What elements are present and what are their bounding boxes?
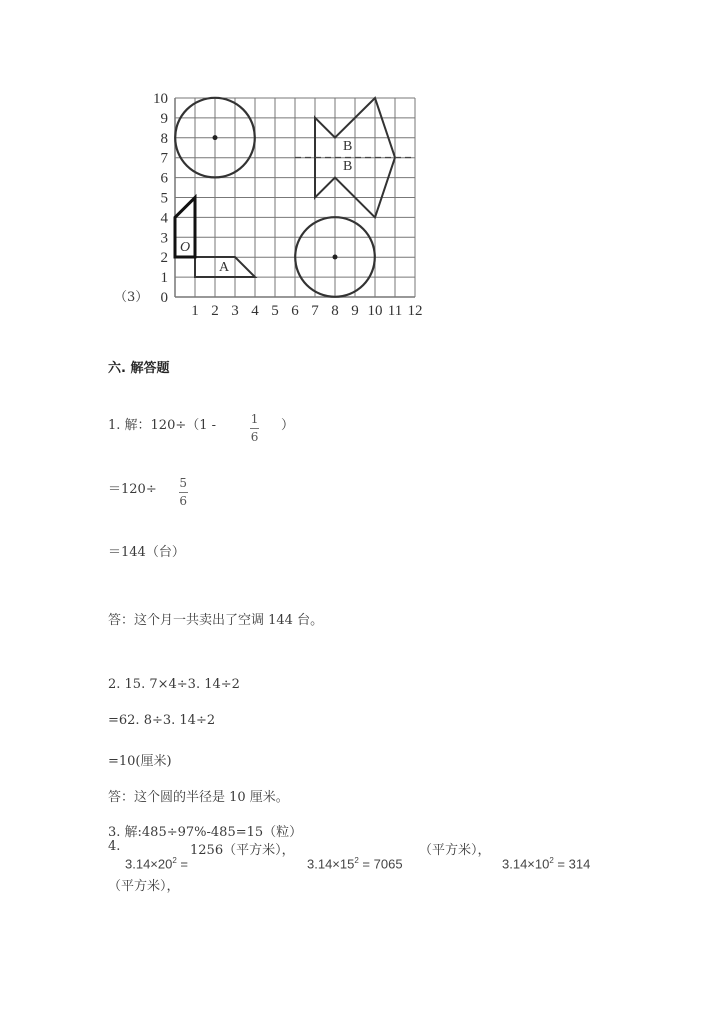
q4-result1: 1256（平方米）， xyxy=(190,843,295,858)
svg-text:10: 10 xyxy=(153,91,168,107)
svg-text:3: 3 xyxy=(160,230,168,247)
svg-text:2: 2 xyxy=(160,250,168,267)
q4-expr2: $3.14\times 15^2 = 7065$ xyxy=(307,856,403,872)
svg-text:2: 2 xyxy=(211,303,219,319)
shape-a-label: A xyxy=(219,260,230,275)
svg-text:9: 9 xyxy=(160,110,168,127)
shape-b-label-top: B xyxy=(343,139,353,154)
q4-unit3: （平方米）， xyxy=(108,879,180,894)
circle-bottom-right-center xyxy=(333,255,338,260)
svg-text:8: 8 xyxy=(331,303,339,319)
q2-answer: 答：这个圆的半径是 10 厘米。 xyxy=(108,790,289,805)
fraction-five-sixths: $\frac{5}{6}$ xyxy=(179,476,188,508)
svg-text:0: 0 xyxy=(160,290,168,306)
q1-line2 xyxy=(108,466,188,509)
point-o-label: O xyxy=(180,240,191,255)
q1-line2-prefix: ＝120÷ xyxy=(108,482,157,497)
fraction-one-sixth: $\frac{1}{6}$ xyxy=(250,412,259,444)
svg-text:11: 11 xyxy=(387,303,403,319)
svg-text:4: 4 xyxy=(160,210,168,227)
q1-line1-suffix: ） xyxy=(281,418,295,433)
svg-text:7: 7 xyxy=(311,303,319,319)
q1-line1-prefix: 1. 解：120÷（1 - xyxy=(108,418,217,433)
q3-line1: 3. 解:485÷97%-485=15（粒） xyxy=(108,825,303,840)
svg-text:3: 3 xyxy=(231,303,239,319)
svg-text:1: 1 xyxy=(160,270,168,287)
svg-text:1: 1 xyxy=(191,303,199,319)
figure-label: （3） xyxy=(114,290,149,305)
q4-expr3: $3.14\times 10^2 = 314$ xyxy=(502,856,591,872)
svg-text:12: 12 xyxy=(407,303,423,319)
shape-b-label-bottom: B xyxy=(343,159,353,174)
q4-unit2: （平方米）， xyxy=(419,843,491,858)
svg-text:7: 7 xyxy=(160,150,168,167)
q1-line3: ＝144（台） xyxy=(108,545,185,560)
svg-text:8: 8 xyxy=(160,130,168,147)
q1-line1 xyxy=(108,402,294,445)
coordinate-grid-figure xyxy=(140,88,440,323)
svg-text:6: 6 xyxy=(291,303,299,319)
q2-line1: 2. 15. 7×4÷3. 14÷2 xyxy=(108,677,240,692)
svg-text:9: 9 xyxy=(351,303,359,319)
svg-text:6: 6 xyxy=(160,170,168,187)
q2-line2: =62. 8÷3. 14÷2 xyxy=(108,713,216,728)
svg-text:4: 4 xyxy=(251,303,259,319)
q4-number: 4. xyxy=(108,839,121,854)
q2-line3: =10(厘米) xyxy=(108,754,172,769)
svg-text:10: 10 xyxy=(367,303,383,319)
section-title: 六. 解答题 xyxy=(108,361,170,376)
svg-text:5: 5 xyxy=(160,190,168,207)
svg-text:5: 5 xyxy=(271,303,279,319)
q4-expr1: $3.14\times 20^2$ = xyxy=(125,856,189,872)
q1-answer: 答：这个月一共卖出了空调 144 台。 xyxy=(108,613,324,628)
circle-top-left-center xyxy=(213,135,218,140)
